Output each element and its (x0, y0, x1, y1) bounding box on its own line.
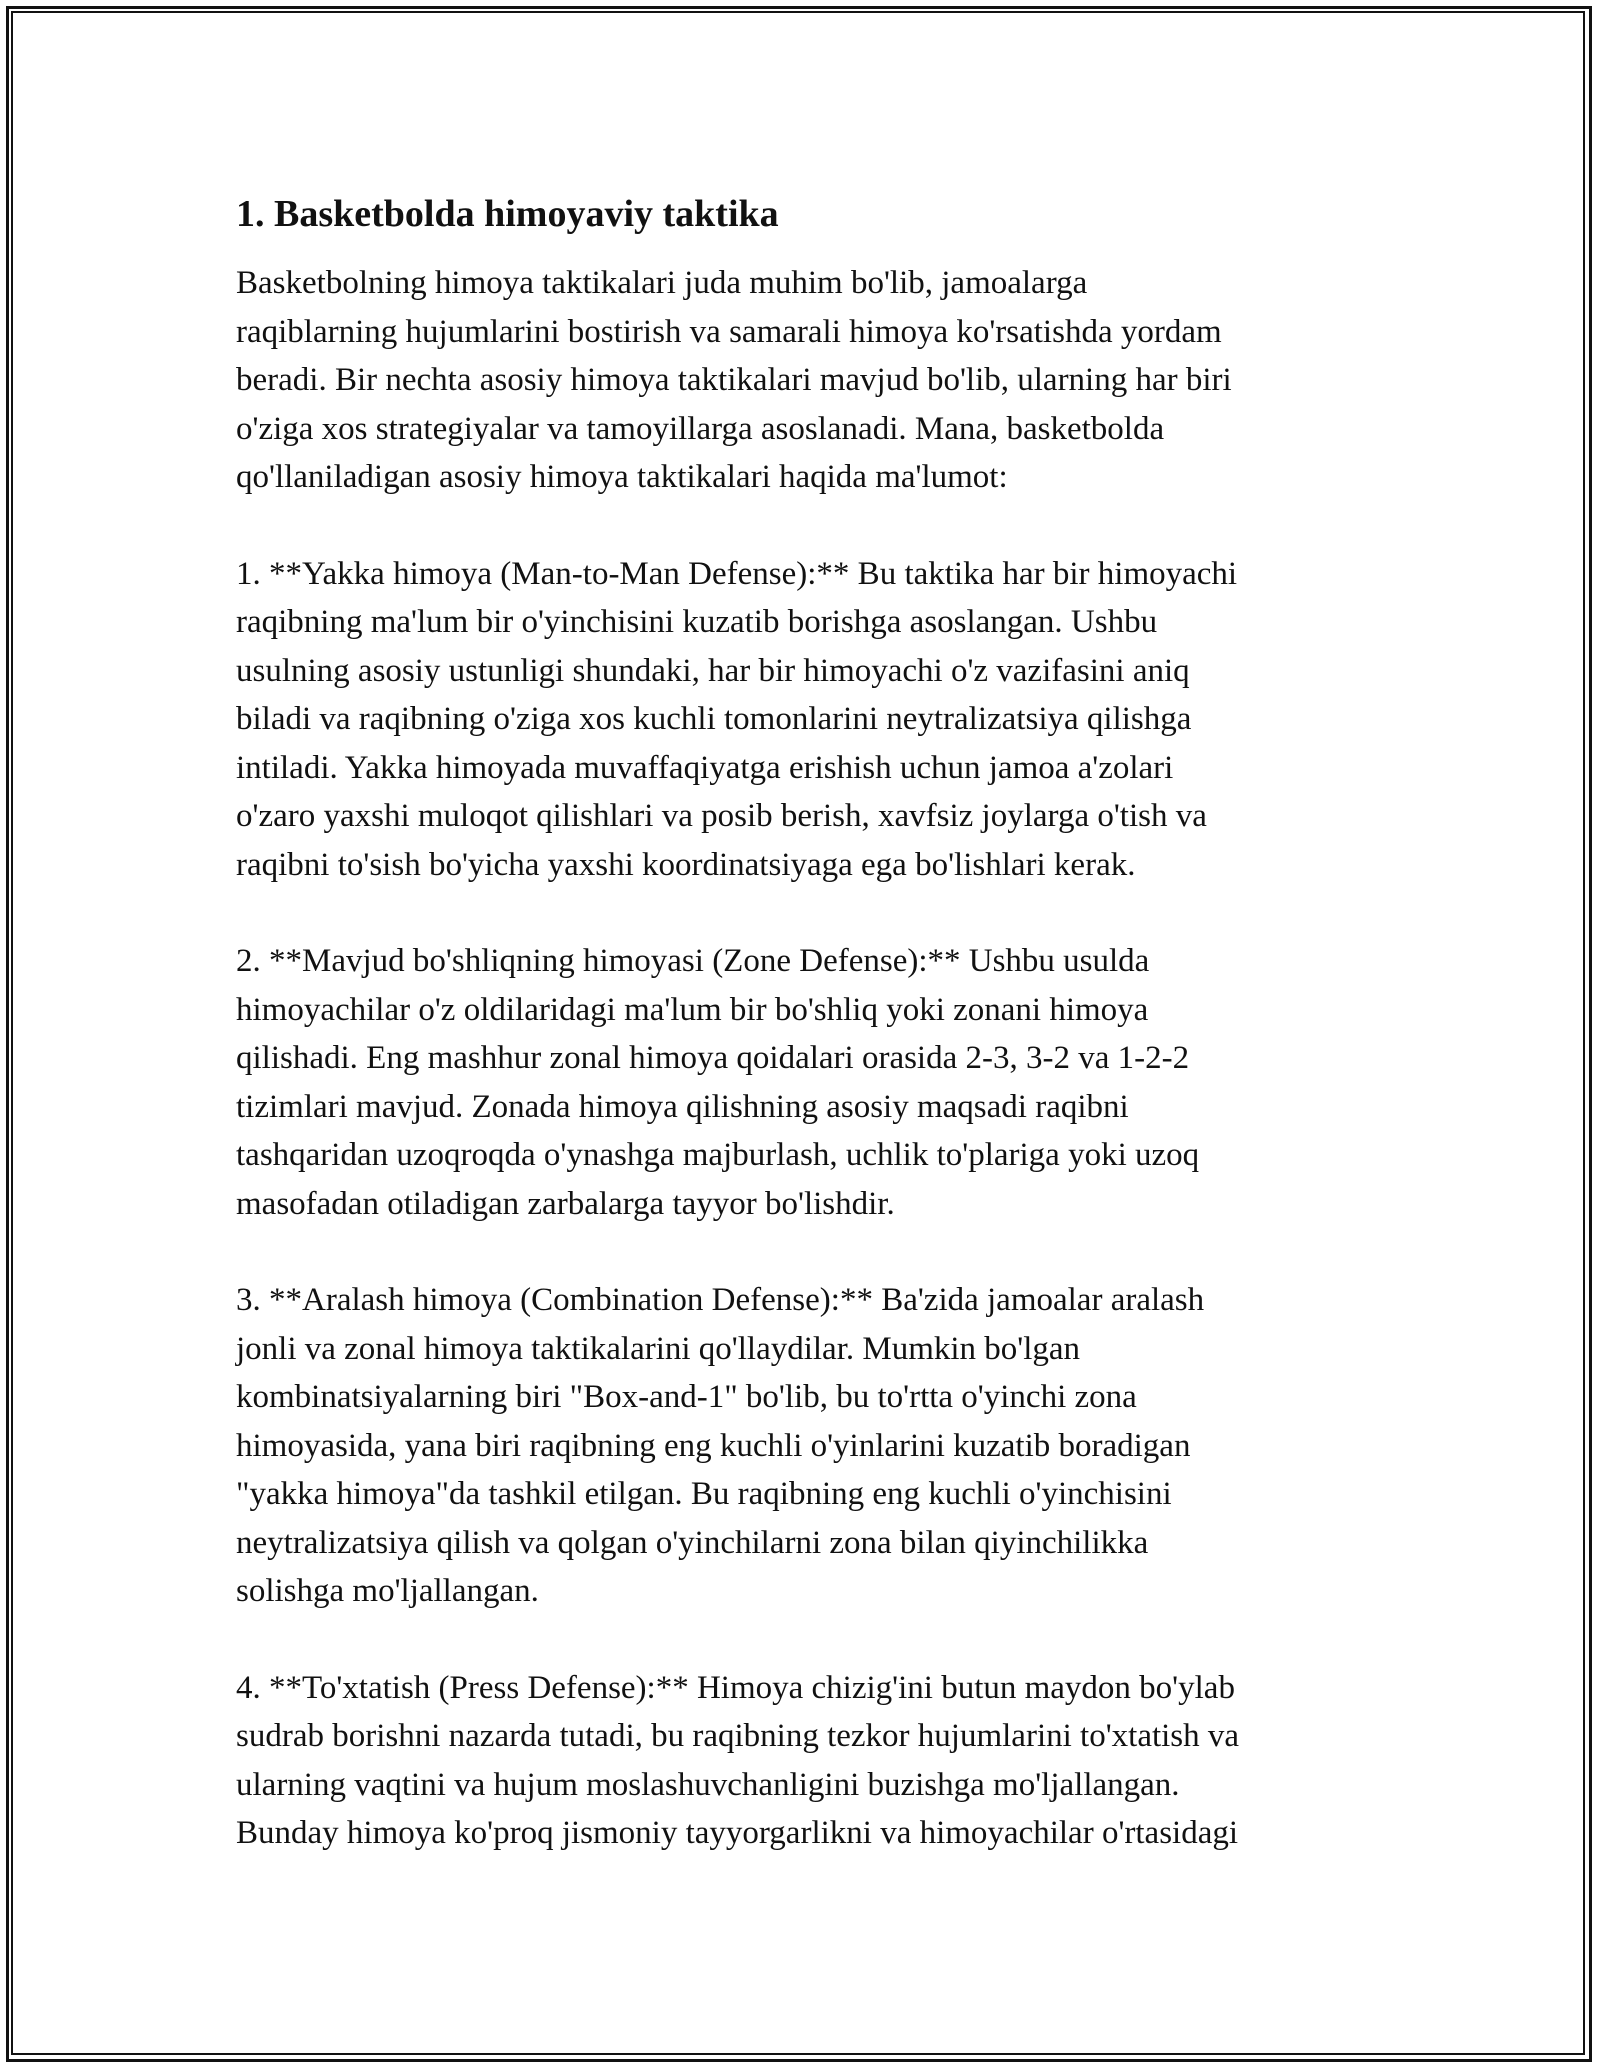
paragraph-press-defense: 4. **To'xtatish (Press Defense):** Himoya chizig'ini butun maydon bo'ylab sudrab borishni nazarda tutadi, bu raqibning tezkor hujumlarini to'xtatish va ularning vaqtini va hujum moslashuvchanligini buzishga mo'ljallangan. Bunday himoya ko'proq jismoniy tayyorgarlikni va himoyachilar o'rtasidagi (236, 1669, 1240, 1851)
intro-paragraph: Basketbolning himoya taktikalari juda muhim bo'lib, jamoalarga raqiblarning hujumlarini bostirish va samarali himoya ko'rsatishda yordam beradi. Bir nechta asosiy himoya taktikalari mavjud bo'lib, ularning har biri o'ziga xos strategiyalar va tamoyillarga asoslanadi. Mana, basketbolda qo'llaniladigan asosiy himoya taktikalari haqida ma'lumot: (236, 265, 1232, 495)
document-body (236, 185, 1366, 1906)
paragraph-combination-defense: 3. **Aralash himoya (Combination Defense):** Ba'zida jamoalar aralash jonli va zonal himoya taktikalarini qo'llaydilar. Mumkin bo'lgan kombinatsiyalarning biri "Box-and-1" bo'lib, bu to'rtta o'yinchi zona himoyasida, yana biri raqibning eng kuchli o'yinlarini kuzatib boradigan "yakka himoya"da tashkil etilgan. Bu raqibning eng kuchli o'yinchisini neytralizatsiya qilish va qolgan o'yinchilarni zona bilan qiyinchilikka solishga mo'ljallangan. (236, 1282, 1205, 1609)
paragraph-zone-defense: 2. **Mavjud bo'shliqning himoyasi (Zone Defense):** Ushbu usulda himoyachilar o'z oldilaridagi ma'lum bir bo'shliq yoki zonani himoya qilishadi. Eng mashhur zonal himoya qoidalari orasida 2-3, 3-2 va 1-2-2 tizimlari mavjud. Zonada himoya qilishning asosiy maqsadi raqibni tashqaridan uzoqroqda o'ynashga majburlash, uchlik to'plariga yoki uzoq masofadan otiladigan zarbalarga tayyor bo'lishdir. (236, 943, 1200, 1222)
document-title: 1. Basketbolda himoyaviy taktika (236, 193, 779, 235)
paragraph-man-to-man-defense: 1. **Yakka himoya (Man-to-Man Defense):** Bu taktika har bir himoyachi raqibning ma'lum bir o'yinchisini kuzatib borishga asoslangan. Ushbu usulning asosiy ustunligi shundaki, har bir himoyachi o'z vazifasini aniq biladi va raqibning o'ziga xos kuchli tomonlarini neytralizatsiya qilishga intiladi. Yakka himoyada muvaffaqiyatga erishish uchun jamoa a'zolari o'zaro yaxshi muloqot qilishlari va posib berish, xavfsiz joylarga o'tish va raqibni to'sish bo'yicha yaxshi koordinatsiyaga ega bo'lishlari kerak. (236, 555, 1238, 883)
